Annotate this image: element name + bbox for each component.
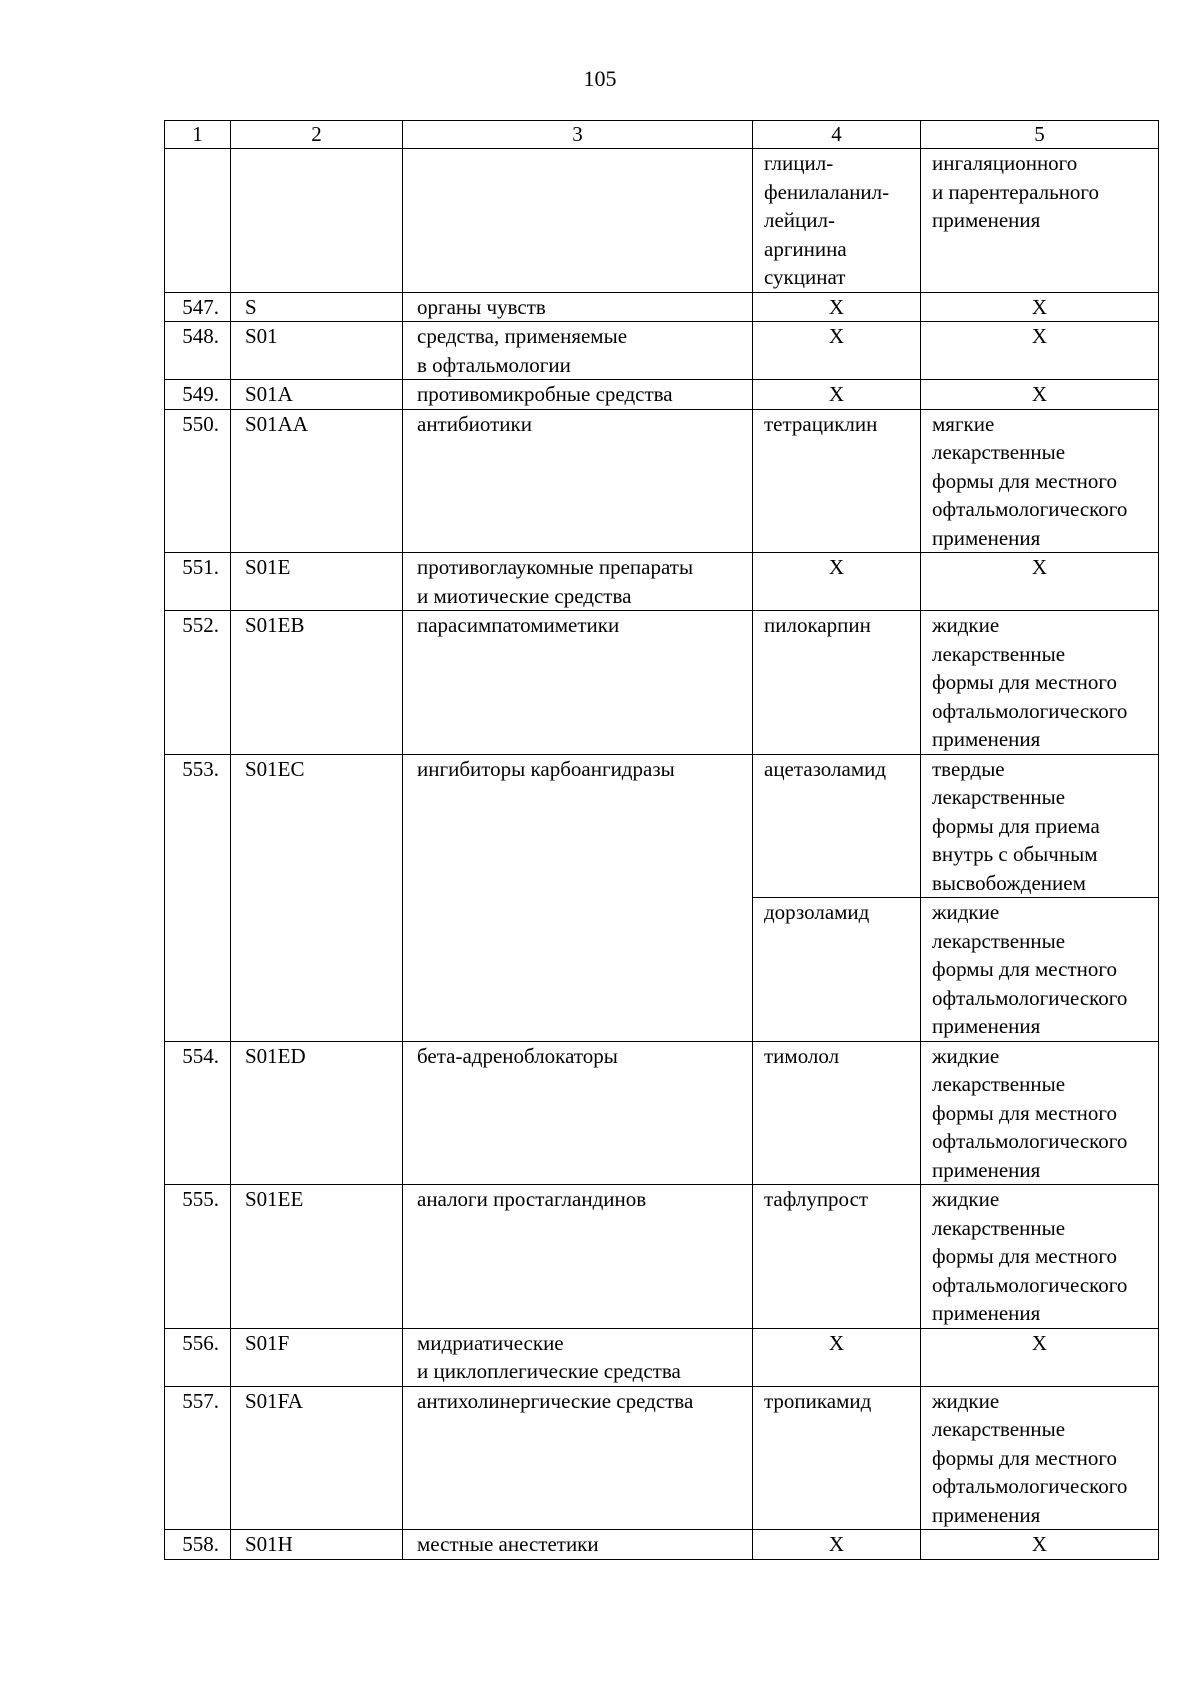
atc-code-cell: S01AA — [231, 409, 403, 553]
group-name-line: бета-адреноблокаторы — [417, 1043, 618, 1068]
row-number-cell: 548. — [165, 322, 231, 380]
table-row-547 — [165, 292, 1159, 322]
drug-name-line: аргинина — [764, 236, 847, 261]
table-row-553 — [165, 754, 1159, 898]
dosage-form-cell — [921, 1041, 1159, 1185]
medicines-table — [164, 120, 1159, 1560]
table-row-557 — [165, 1386, 1159, 1530]
row-number-cell: 556. — [165, 1328, 231, 1386]
drug-name-line: фенилаланил- — [764, 179, 890, 204]
group-name-line: органы чувств — [417, 294, 546, 319]
table-row-556 — [165, 1328, 1159, 1386]
header-col-4: 4 — [753, 121, 921, 149]
atc-code-cell — [231, 149, 403, 293]
atc-code-cell: S01A — [231, 380, 403, 410]
header-col-2: 2 — [231, 121, 403, 149]
group-name-line: мидриатические — [417, 1330, 564, 1355]
group-name-cell — [403, 1328, 753, 1386]
group-name-cell — [403, 322, 753, 380]
drug-name-cell: дорзоламид — [753, 898, 921, 1042]
atc-code-cell: S01ED — [231, 1041, 403, 1185]
atc-code-cell: S01EC — [231, 754, 403, 1041]
group-name-cell — [403, 1530, 753, 1560]
dosage-form-x-mark: X — [921, 553, 1159, 611]
group-name-cell — [403, 1386, 753, 1530]
table-row-558 — [165, 1530, 1159, 1560]
drug-name-cell: тетрациклин — [753, 409, 921, 553]
dosage-form-line: применения — [932, 1157, 1041, 1182]
drug-name-x-mark: X — [753, 292, 921, 322]
drug-name-cell: пилокарпин — [753, 611, 921, 755]
atc-code-cell: S01E — [231, 553, 403, 611]
dosage-form-cell — [921, 898, 1159, 1042]
row-number-cell: 549. — [165, 380, 231, 410]
dosage-form-line: лекарственные — [932, 641, 1066, 666]
dosage-form-line: формы для местного — [932, 1244, 1117, 1268]
row-number-cell — [165, 149, 231, 293]
atc-code-cell: S01F — [231, 1328, 403, 1386]
drug-name-cell — [753, 149, 921, 293]
group-name-line: средства, применяемые — [417, 324, 628, 348]
dosage-form-line: офтальмологического — [932, 985, 1128, 1010]
row-number-cell: 552. — [165, 611, 231, 755]
row-number-cell: 555. — [165, 1185, 231, 1329]
header-col-3: 3 — [403, 121, 753, 149]
dosage-form-line: высвобождением — [932, 870, 1086, 895]
group-name-line: аналоги простагландинов — [417, 1187, 647, 1211]
group-name-line: и циклоплегические средства — [417, 1359, 681, 1383]
dosage-form-line: офтальмологического — [932, 1129, 1128, 1153]
dosage-form-line: лекарственные — [932, 1417, 1066, 1441]
dosage-form-cell — [921, 149, 1159, 293]
dosage-form-cell — [921, 754, 1159, 898]
dosage-form-line: твердые — [932, 756, 1005, 781]
dosage-form-cell — [921, 611, 1159, 755]
row-number-cell: 554. — [165, 1041, 231, 1185]
dosage-form-line: применения — [932, 525, 1041, 550]
row-number-cell: 558. — [165, 1530, 231, 1560]
drug-name-cell: тафлупрост — [753, 1185, 921, 1329]
group-name-cell — [403, 380, 753, 410]
group-name-line: ингибиторы карбоангидразы — [417, 756, 675, 781]
dosage-form-line: и парентерального — [932, 179, 1099, 204]
group-name-cell — [403, 409, 753, 553]
row-number-cell: 547. — [165, 292, 231, 322]
row-number-cell: 551. — [165, 553, 231, 611]
group-name-cell — [403, 1041, 753, 1185]
dosage-form-line: жидкие — [932, 1043, 1000, 1068]
group-name-line: в офтальмологии — [417, 352, 571, 377]
group-name-cell — [403, 553, 753, 611]
drug-name-x-mark: X — [753, 553, 921, 611]
dosage-form-line: офтальмологического — [932, 698, 1128, 723]
drug-name-line: глицил- — [764, 151, 834, 175]
group-name-cell — [403, 292, 753, 322]
drug-name-x-mark: X — [753, 322, 921, 380]
group-name-line: и миотические средства — [417, 583, 632, 608]
dosage-form-cell — [921, 1185, 1159, 1329]
table-row-550 — [165, 409, 1159, 553]
table-row-555 — [165, 1185, 1159, 1329]
group-name-line: местные анестетики — [417, 1532, 599, 1556]
atc-code-cell: S01 — [231, 322, 403, 380]
dosage-form-line: формы для местного — [932, 957, 1117, 981]
drug-name-x-mark: X — [753, 380, 921, 410]
dosage-form-line: офтальмологического — [932, 1474, 1128, 1498]
dosage-form-line: жидкие — [932, 900, 1000, 924]
table-row-551 — [165, 553, 1159, 611]
dosage-form-line: внутрь с обычным — [932, 842, 1098, 866]
header-row — [165, 121, 1159, 149]
dosage-form-line: применения — [932, 1502, 1041, 1527]
dosage-form-line: лекарственные — [932, 440, 1066, 464]
dosage-form-cell — [921, 1386, 1159, 1530]
group-name-cell — [403, 754, 753, 1041]
table-row-554 — [165, 1041, 1159, 1185]
dosage-form-x-mark: X — [921, 292, 1159, 322]
dosage-form-line: ингаляционного — [932, 151, 1078, 175]
dosage-form-line: применения — [932, 1014, 1041, 1038]
dosage-form-x-mark: X — [921, 1328, 1159, 1386]
dosage-form-line: мягкие — [932, 411, 995, 436]
table-row-549 — [165, 380, 1159, 410]
dosage-form-cell — [921, 409, 1159, 553]
dosage-form-line: применения — [932, 1301, 1041, 1325]
header-col-5: 5 — [921, 121, 1159, 149]
dosage-form-line: жидкие — [932, 1187, 1000, 1211]
dosage-form-x-mark: X — [921, 322, 1159, 380]
dosage-form-line: лекарственные — [932, 1215, 1066, 1240]
dosage-form-line: формы для местного — [932, 1445, 1117, 1470]
dosage-form-line: офтальмологического — [932, 497, 1128, 521]
dosage-form-line: офтальмологического — [932, 1272, 1128, 1297]
row-number-cell: 550. — [165, 409, 231, 553]
row-number-cell: 553. — [165, 754, 231, 1041]
dosage-form-line: формы для приема — [932, 813, 1100, 838]
drug-name-x-mark: X — [753, 1530, 921, 1560]
atc-code-cell: S01EB — [231, 611, 403, 755]
group-name-line: антихолинергические средства — [417, 1388, 694, 1413]
group-name-cell — [403, 1185, 753, 1329]
dosage-form-line: жидкие — [932, 613, 1000, 637]
drug-name-cell: тропикамид — [753, 1386, 921, 1530]
atc-code-cell: S — [231, 292, 403, 322]
table-row-continuation — [165, 149, 1159, 293]
table-row-548 — [165, 322, 1159, 380]
dosage-form-line: применения — [932, 727, 1041, 751]
atc-code-cell: S01FA — [231, 1386, 403, 1530]
table-row-552 — [165, 611, 1159, 755]
page-number: 105 — [583, 66, 617, 91]
dosage-form-line: лекарственные — [932, 928, 1066, 953]
atc-code-cell: S01EE — [231, 1185, 403, 1329]
dosage-form-line: лекарственные — [932, 1072, 1066, 1096]
dosage-form-line: формы для местного — [932, 468, 1117, 493]
group-name-cell — [403, 611, 753, 755]
group-name-line: парасимпатомиметики — [417, 613, 620, 637]
atc-code-cell: S01H — [231, 1530, 403, 1560]
drug-name-cell: тимолол — [753, 1041, 921, 1185]
header-col-1: 1 — [165, 121, 231, 149]
drug-name-cell: ацетазоламид — [753, 754, 921, 898]
dosage-form-x-mark: X — [921, 380, 1159, 410]
dosage-form-line: применения — [932, 208, 1041, 232]
drug-name-line: лейцил- — [764, 208, 835, 232]
dosage-form-line: формы для местного — [932, 1100, 1117, 1125]
drug-name-line: сукцинат — [764, 265, 846, 289]
row-number-cell: 557. — [165, 1386, 231, 1530]
dosage-form-line: формы для местного — [932, 670, 1117, 694]
group-name-line: противомикробные средства — [417, 382, 673, 406]
dosage-form-line: жидкие — [932, 1388, 1000, 1413]
group-name-line: противоглаукомные препараты — [417, 555, 694, 579]
dosage-form-x-mark: X — [921, 1530, 1159, 1560]
group-name-line: антибиотики — [417, 411, 532, 436]
group-name-cell — [403, 149, 753, 293]
dosage-form-line: лекарственные — [932, 785, 1066, 809]
drug-name-x-mark: X — [753, 1328, 921, 1386]
